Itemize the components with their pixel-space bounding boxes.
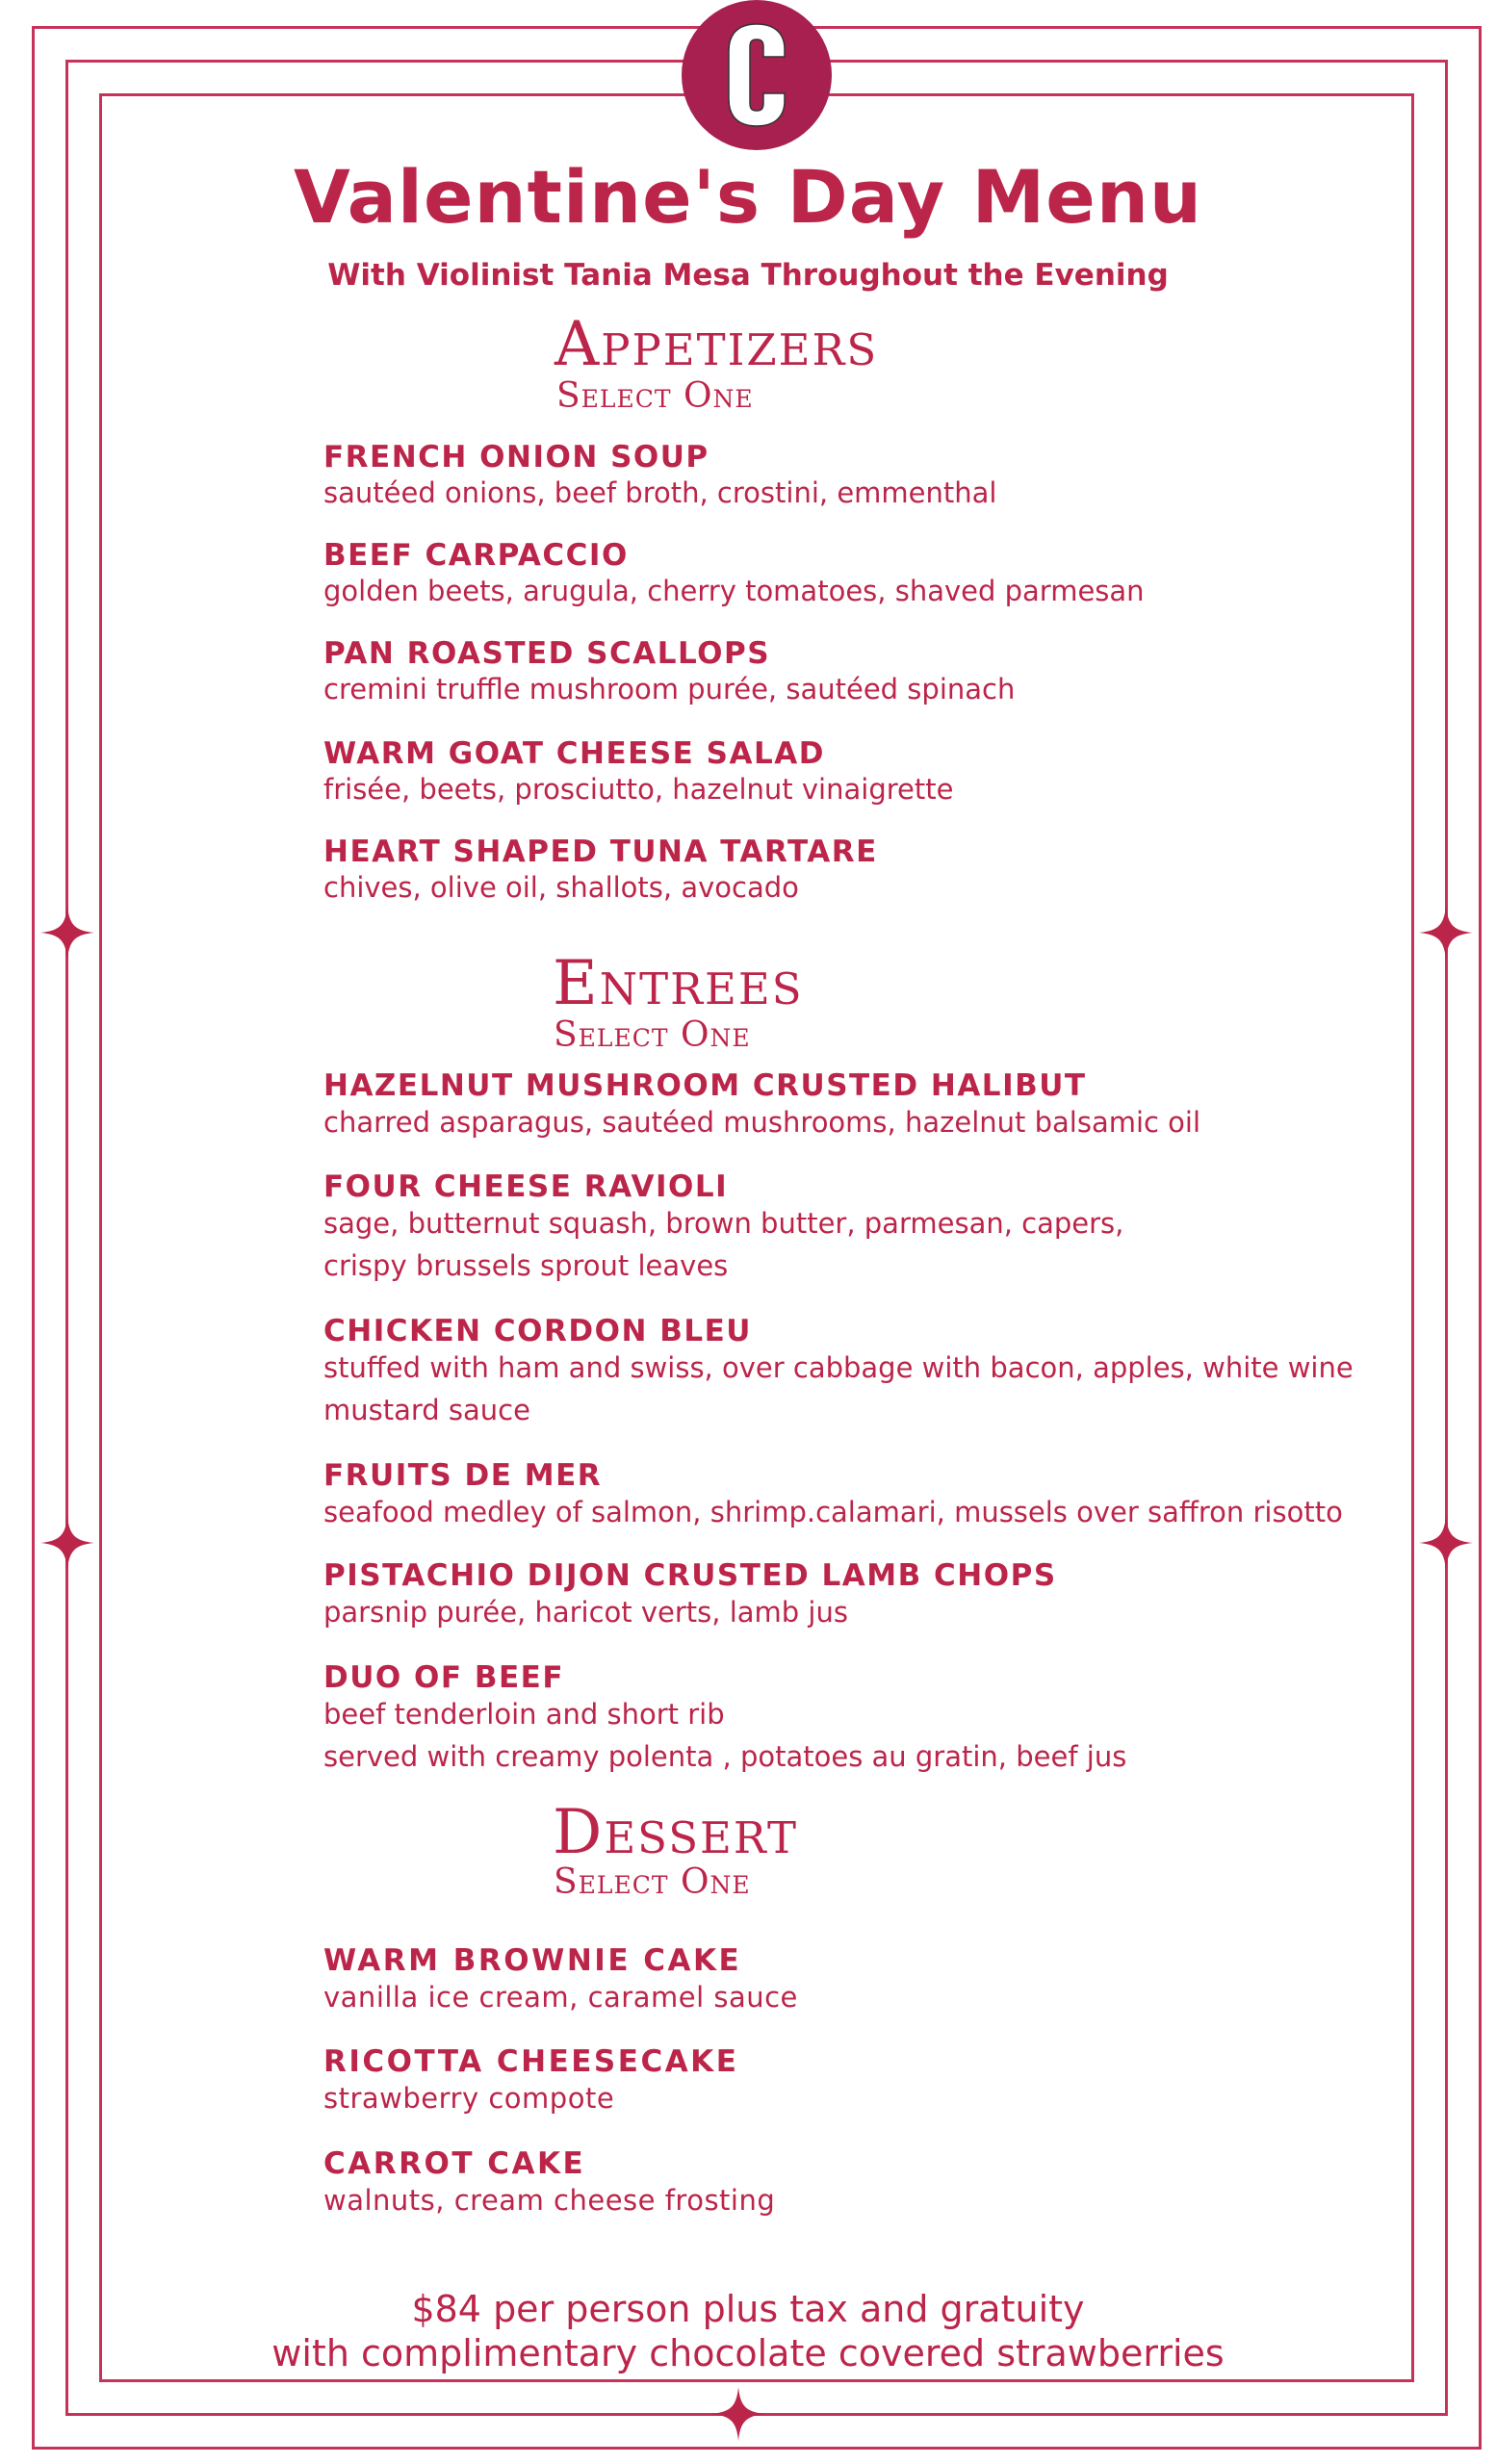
menu-item-desc: strawberry compote (323, 2082, 615, 2115)
c-logo-icon (725, 22, 788, 128)
menu-title: Valentine's Day Menu (293, 154, 1203, 240)
menu-item-desc: walnuts, cream cheese frosting (323, 2184, 776, 2217)
entrees-heading: Entrees (553, 948, 804, 1019)
entrees-select-one: Select One (554, 1015, 751, 1055)
sparkle-right-top-icon (1419, 906, 1473, 960)
menu-item-name: RICOTTA CHEESECAKE (323, 2044, 739, 2079)
menu-item-desc: chives, olive oil, shallots, avocado (323, 871, 799, 904)
menu-item-desc: frisée, beets, prosciutto, hazelnut vinaigrette (323, 773, 954, 806)
complimentary-line: with complimentary chocolate covered strawberries (271, 2332, 1225, 2374)
sparkle-right-bottom-icon (1419, 1516, 1473, 1570)
menu-item-desc: crispy brussels sprout leaves (323, 1249, 729, 1282)
sparkle-left-bottom-icon (40, 1516, 94, 1570)
restaurant-logo (682, 0, 832, 150)
menu-item-name: DUO OF BEEF (323, 1660, 565, 1695)
menu-item-desc: golden beets, arugula, cherry tomatoes, shaved parmesan (323, 575, 1145, 607)
menu-item-name: FOUR CHEESE RAVIOLI (323, 1169, 729, 1204)
menu-item-name: FRENCH ONION SOUP (323, 440, 709, 475)
menu-item-name: HEART SHAPED TUNA TARTARE (323, 834, 878, 869)
appetizers-select-one: Select One (556, 376, 754, 416)
dessert-select-one: Select One (554, 1862, 751, 1902)
menu-subtitle: With Violinist Tania Mesa Throughout the Evening (327, 258, 1169, 293)
menu-item-name: PAN ROASTED SCALLOPS (323, 636, 771, 671)
menu-item-desc: seafood medley of salmon, shrimp.calamari, mussels over saffron risotto (323, 1496, 1343, 1528)
sparkle-left-top-icon (40, 906, 94, 960)
menu-item-desc: charred asparagus, sautéed mushrooms, hazelnut balsamic oil (323, 1106, 1201, 1139)
menu-item-name: WARM GOAT CHEESE SALAD (323, 736, 825, 771)
menu-item-name: FRUITS DE MER (323, 1458, 603, 1493)
menu-item-name: PISTACHIO DIJON CRUSTED LAMB CHOPS (323, 1558, 1057, 1593)
price-line: $84 per person plus tax and gratuity (411, 2288, 1085, 2330)
menu-item-name: CARROT CAKE (323, 2146, 586, 2181)
menu-item-desc: vanilla ice cream, caramel sauce (323, 1981, 798, 2014)
menu-item-desc: beef tenderloin and short rib (323, 1698, 725, 1731)
menu-item-desc: stuffed with ham and swiss, over cabbage with bacon, apples, white wine (323, 1351, 1354, 1384)
menu-item-desc: cremini truffle mushroom purée, sautéed spinach (323, 673, 1016, 706)
menu-item-name: BEEF CARPACCIO (323, 538, 629, 573)
menu-item-desc: served with creamy polenta , potatoes au gratin, beef jus (323, 1740, 1127, 1773)
menu-item-name: HAZELNUT MUSHROOM CRUSTED HALIBUT (323, 1068, 1087, 1103)
dessert-heading: Dessert (553, 1797, 798, 1868)
menu-item-name: WARM BROWNIE CAKE (323, 1943, 742, 1978)
appetizers-heading: Appetizers (555, 309, 879, 380)
menu-item-desc: mustard sauce (323, 1394, 530, 1426)
menu-item-name: CHICKEN CORDON BLEU (323, 1314, 752, 1348)
menu-item-desc: parsnip purée, haricot verts, lamb jus (323, 1596, 848, 1629)
menu-item-desc: sautéed onions, beef broth, crostini, emmenthal (323, 476, 997, 509)
sparkle-bottom-icon (711, 2387, 765, 2441)
menu-item-desc: sage, butternut squash, brown butter, parmesan, capers, (323, 1207, 1124, 1240)
